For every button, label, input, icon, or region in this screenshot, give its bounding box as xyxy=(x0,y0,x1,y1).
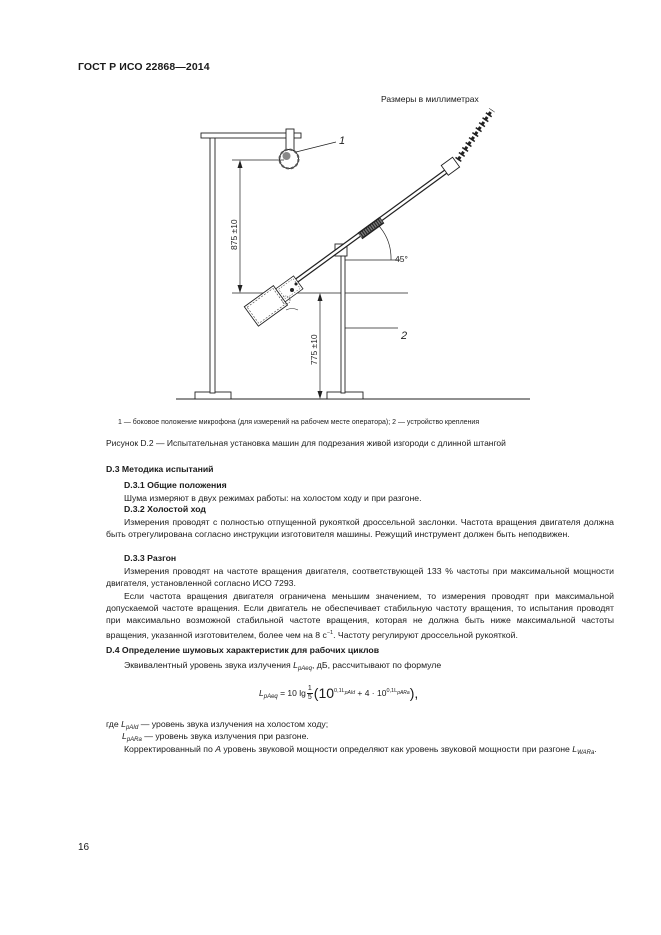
formula-plus: + 4 · 10 xyxy=(355,688,387,698)
angle-label: 45° xyxy=(395,254,408,264)
exponent-1-text: 0,1L xyxy=(334,688,345,694)
def1-text: — уровень звука излучения на холостом ходу; xyxy=(138,719,329,729)
exponent-1 xyxy=(334,688,355,694)
hedge-trimmer xyxy=(244,110,492,326)
formula-open: (10 xyxy=(313,685,335,701)
definition-1 xyxy=(106,719,328,731)
formula-eq: = 10 lg xyxy=(277,688,306,698)
page-number: 16 xyxy=(78,842,90,853)
heading-d4: D.4 Определение шумовых характеристик для рабочих циклов xyxy=(106,645,380,655)
final-symbol: L xyxy=(572,744,578,754)
def2-subscript: pARa xyxy=(126,737,142,743)
exponent-1-sub: pAId xyxy=(344,690,356,696)
final-text-mid: уровень звуковой мощности определяют как уровень звуковой мощности при разгоне xyxy=(220,744,573,754)
leader-line-1 xyxy=(296,142,336,152)
figure-caption: Рисунок D.2 — Испытательная установка машин для подрезания живой изгороди с длинной штангой xyxy=(106,438,506,448)
left-stand xyxy=(195,129,301,399)
def2-text: — уровень звука излучения при разгоне. xyxy=(141,731,309,741)
heading-d31: D.3.1 Общие положения xyxy=(124,480,227,490)
paragraph-d32: Измерения проводят с полностью отпущенной рукояткой дроссельной заслонки. Частота вращения двигателя должна быть отрегулирована согласно инструкции изготовителя машины. Режущий инструмент должен быть неподвижен. xyxy=(106,517,614,540)
figure-legend: 1 — боковое положение микрофона (для измерений на рабочем месте оператора); 2 — устройство крепления xyxy=(118,419,480,426)
unit-exponent: −1 xyxy=(326,629,334,636)
intro-text-end: , дБ, рассчитывают по формуле xyxy=(311,660,442,670)
heading-d32: D.3.2 Холостой ход xyxy=(124,504,206,514)
paragraph-d33-1: Измерения проводят на частоте вращения двигателя, соответствующей 133 % частоты при максимальной мощности двигателя, установленной согласно ИСО 7293. xyxy=(106,566,614,589)
formula-fraction xyxy=(307,685,313,702)
support-stand xyxy=(327,244,398,399)
exponent-2-text: 0,1L xyxy=(386,688,398,694)
final-italic: A xyxy=(215,744,221,754)
paragraph-d4-intro xyxy=(106,659,614,675)
formula-close: ), xyxy=(409,685,419,701)
label-2: 2 xyxy=(401,330,408,342)
label-1: 1 xyxy=(339,135,346,147)
definition-2 xyxy=(122,731,309,743)
def1-symbol: L xyxy=(121,719,126,729)
paragraph-d33-2-text: Если частота вращения двигателя ограничена меньшим значением, то измерения проводят при максимальной допускаемой частоте вращения. Если двигатель не обеспечивает стабильную частоту вращения, то испытания проводят при максимально возможной стабильной частоте вращения, которая не должна быть ниже максимальной частоты вращения, указанной изготовителем, более чем на 8 с xyxy=(106,591,614,640)
def1-subscript: pAId xyxy=(125,725,139,731)
heading-d3: D.3 Методика испытаний xyxy=(106,464,214,474)
heading-d33: D.3.3 Разгон xyxy=(124,553,177,563)
dimensions-note: Размеры в миллиметрах xyxy=(381,94,479,104)
document-header: ГОСТ Р ИСО 22868—2014 xyxy=(78,61,210,73)
where-prefix: где xyxy=(106,719,122,729)
dimension-lower-label: 775 ±10 xyxy=(309,334,319,365)
def2-symbol: L xyxy=(122,731,127,741)
intro-text: Эквивалентный уровень звука излучения xyxy=(124,660,294,670)
intro-symbol: L xyxy=(293,660,298,670)
paragraph-d31: Шума измеряют в двух режимах работы: на холостом ходу и при разгоне. xyxy=(124,493,422,503)
exponent-2 xyxy=(386,688,409,694)
formula-lhs: L xyxy=(259,688,264,698)
fraction-denominator: 5 xyxy=(307,694,312,702)
final-subscript: WARa xyxy=(577,750,595,756)
intro-subscript: pAeq xyxy=(297,666,312,672)
paragraph-d4-final xyxy=(106,743,614,759)
paragraph-d33-2 xyxy=(106,590,614,641)
final-text: Корректированный по xyxy=(124,744,216,754)
fraction-numerator: 1 xyxy=(307,685,312,693)
dimension-upper xyxy=(232,160,284,293)
paragraph-d33-2-end: . Частоту регулируют дроссельной рукояткой. xyxy=(333,629,518,640)
dimension-upper-label: 875 ±10 xyxy=(229,219,239,250)
formula xyxy=(259,685,418,702)
formula-lhs-sub: pAeq xyxy=(263,694,278,700)
final-text-end: . xyxy=(594,744,597,754)
exponent-2-sub: pARa xyxy=(397,690,410,696)
